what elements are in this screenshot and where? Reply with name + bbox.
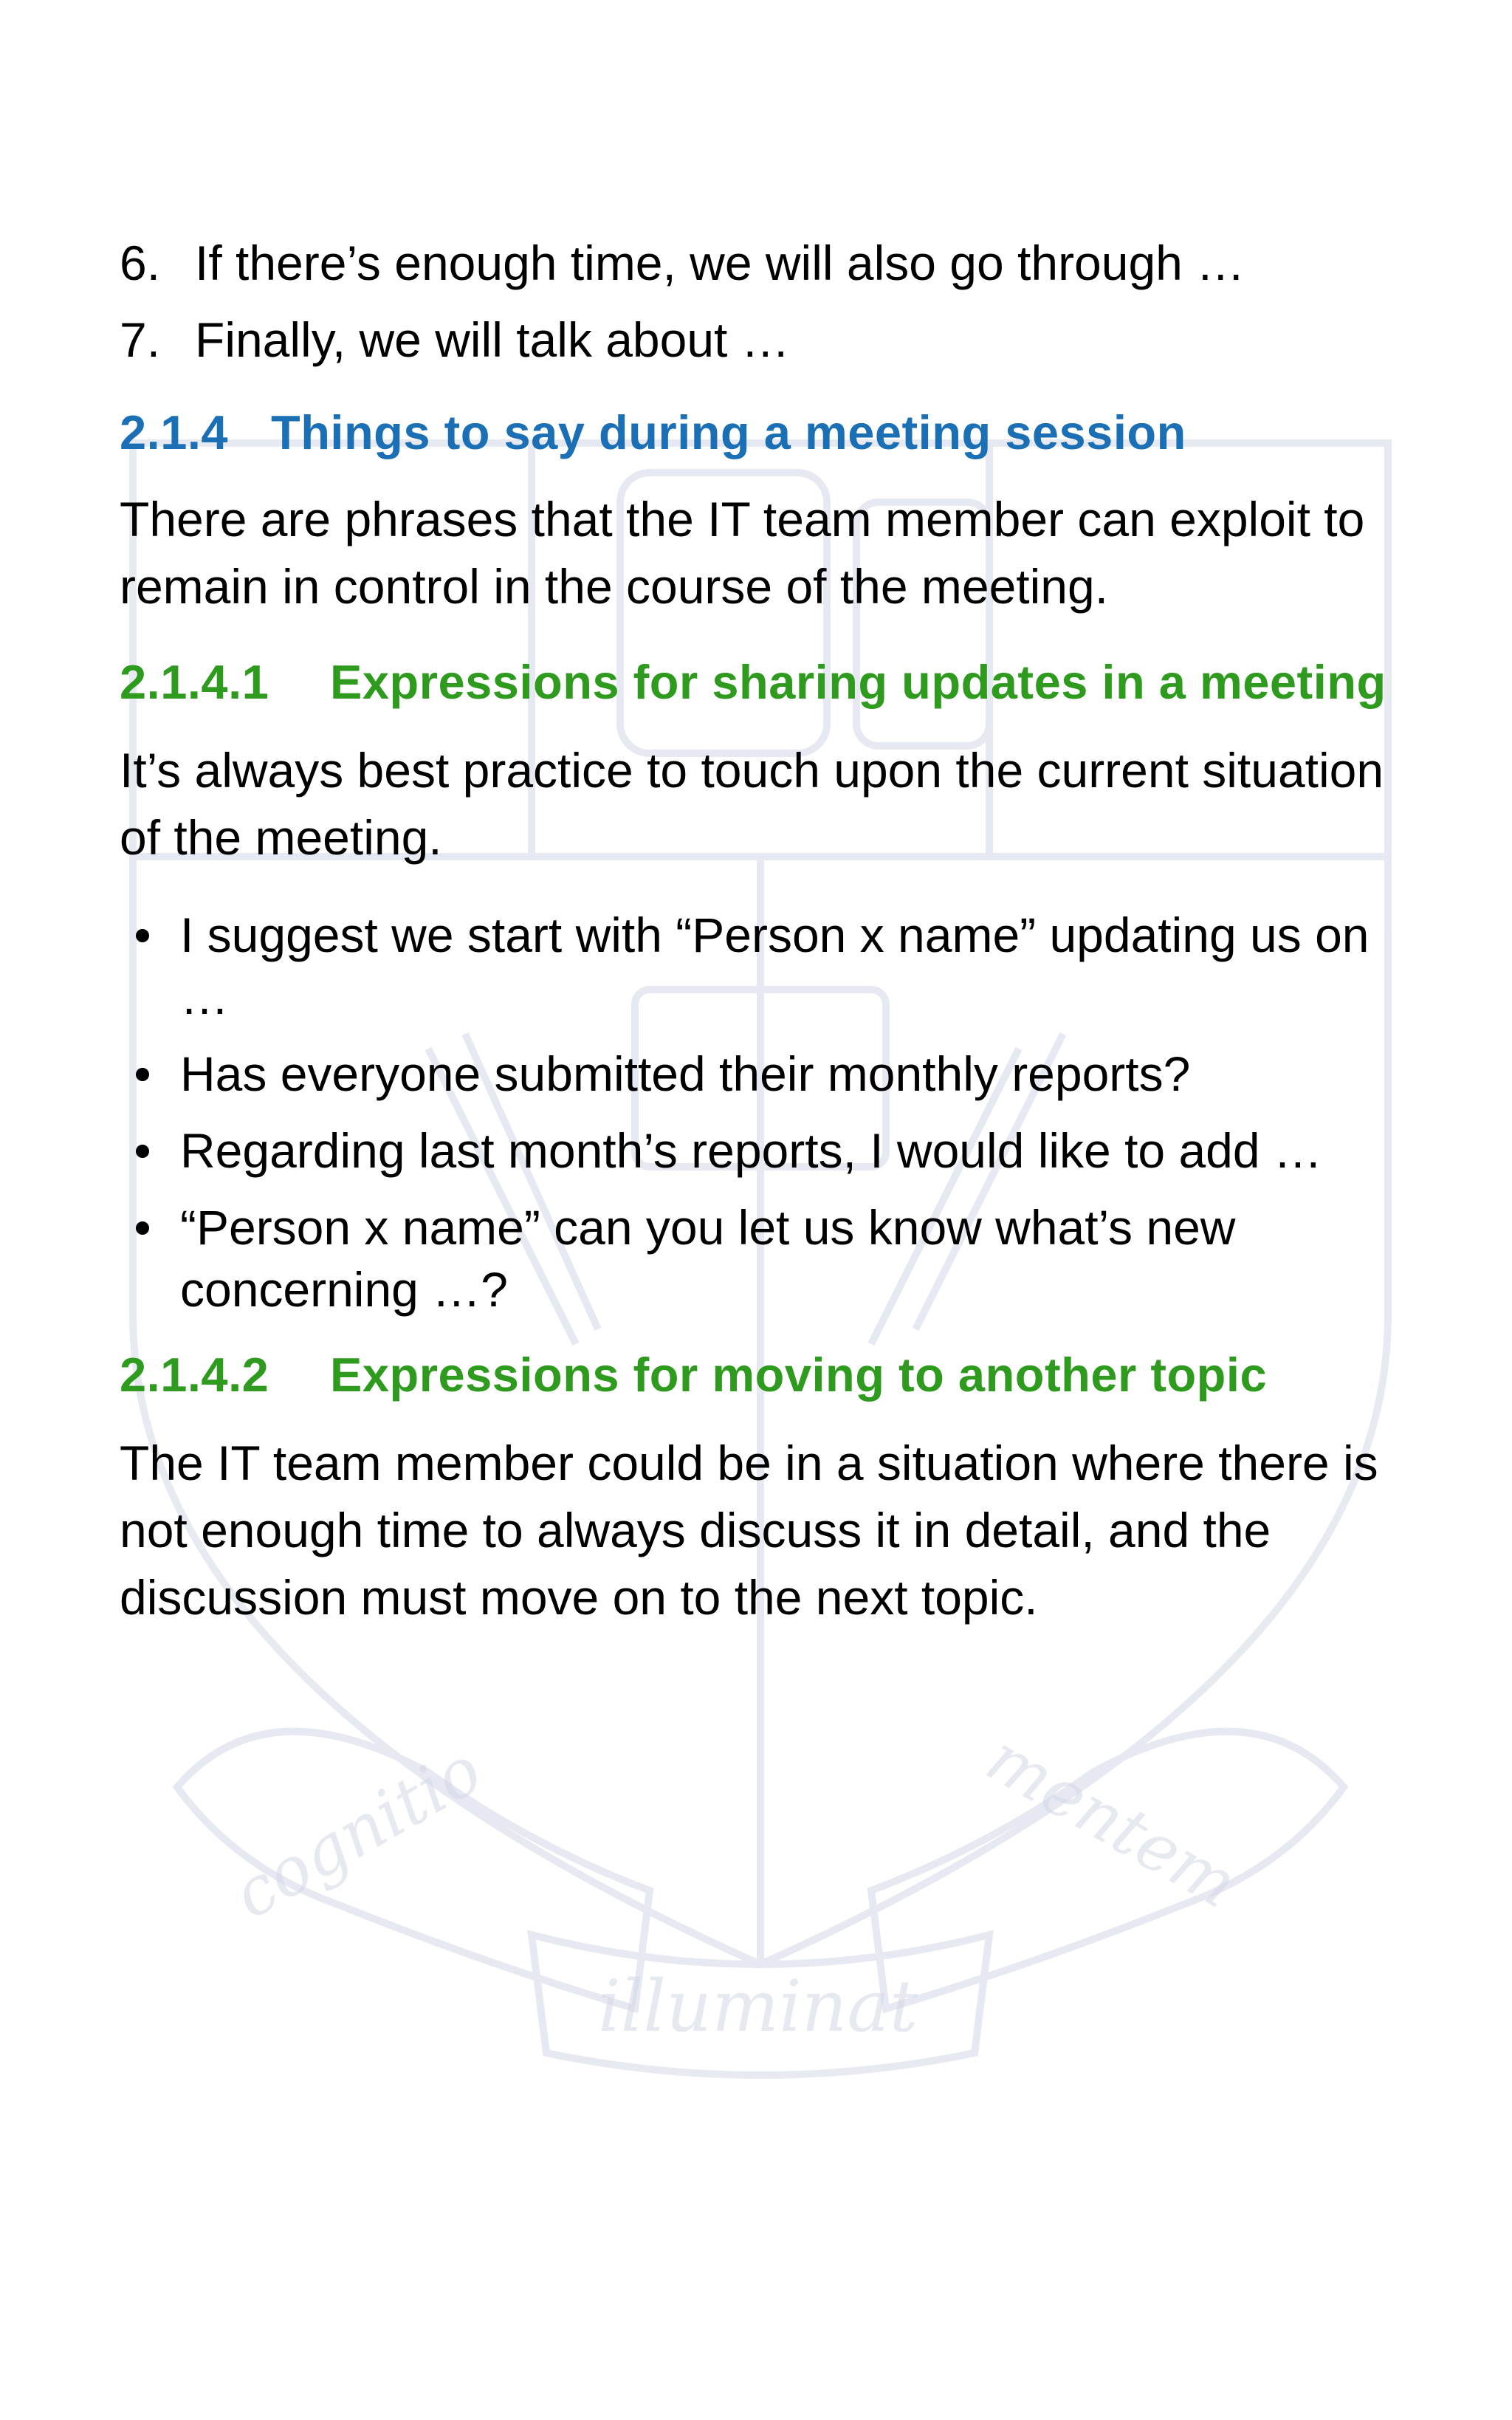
subsection-title: Expressions for sharing updates in a meeting xyxy=(330,655,1386,709)
bullet-text: I suggest we start with “Person x name” updating us on … xyxy=(180,908,1370,1024)
subsection-paragraph: The IT team member could be in a situation where there is not enough time to always discuss it in detail, and the discussion must move on to the next topic. xyxy=(120,1436,1378,1625)
subsection-heading-2-1-4-2 xyxy=(120,1346,1389,1405)
list-item-number: 7. xyxy=(120,312,161,367)
subsection-paragraph: It’s always best practice to touch upon the current situation of the meeting. xyxy=(120,743,1384,865)
bullet-item xyxy=(120,904,1389,1028)
list-item xyxy=(120,312,1389,368)
section-number: 2.1.4 xyxy=(120,405,229,459)
section-title: Things to say during a meeting session xyxy=(271,405,1186,459)
bullet-text: “Person x name” can you let us know what’s new concerning …? xyxy=(180,1200,1236,1317)
bullet-item xyxy=(120,1120,1389,1182)
section-heading-2-1-4 xyxy=(120,405,1389,461)
bullet-icon xyxy=(120,1196,180,1320)
bullet-icon xyxy=(120,1043,180,1105)
crest-motto-right: mentem xyxy=(974,1719,1251,1924)
document-page xyxy=(120,235,1389,1664)
subsection-number: 2.1.4.2 xyxy=(120,1348,269,1402)
crest-motto-left: cognitio xyxy=(220,1731,495,1935)
bullet-text: Regarding last month’s reports, I would like to add … xyxy=(180,1123,1322,1178)
bullet-item xyxy=(120,1043,1389,1105)
bullet-item xyxy=(120,1196,1389,1320)
list-item xyxy=(120,235,1389,291)
crest-motto-center: illuminat xyxy=(598,1965,918,2048)
bullet-list xyxy=(120,904,1389,1320)
section-paragraph: There are phrases that the IT team member can exploit to remain in control in the course of the meeting. xyxy=(120,492,1365,614)
subsection-title: Expressions for moving to another topic xyxy=(330,1348,1268,1402)
bullet-icon xyxy=(120,904,180,1028)
bullet-text: Has everyone submitted their monthly reports? xyxy=(180,1046,1191,1101)
subsection-number: 2.1.4.1 xyxy=(120,655,269,709)
subsection-heading-2-1-4-1 xyxy=(120,653,1389,712)
list-item-number: 6. xyxy=(120,236,161,290)
numbered-list xyxy=(120,235,1389,368)
bullet-icon xyxy=(120,1120,180,1182)
list-item-text: Finally, we will talk about … xyxy=(195,312,790,367)
list-item-text: If there’s enough time, we will also go through … xyxy=(195,236,1245,290)
